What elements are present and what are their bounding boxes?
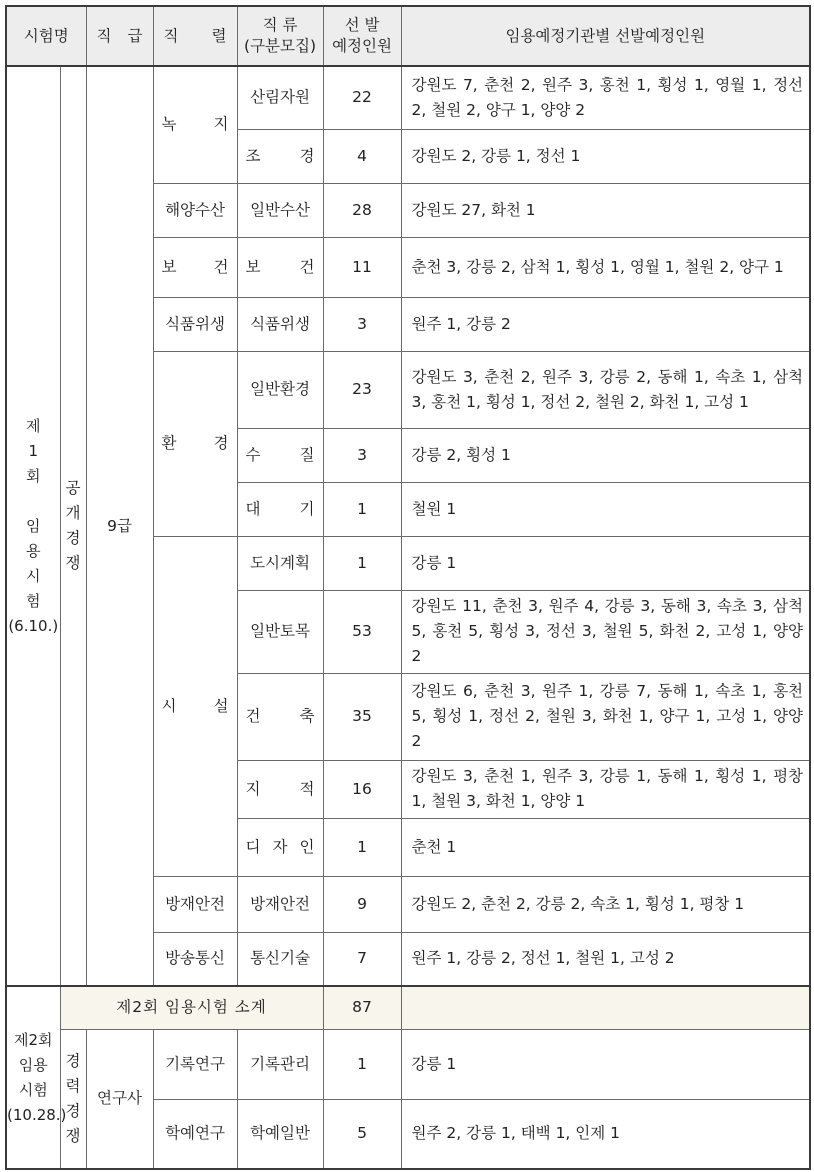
series-cell: 해양수산 <box>153 183 237 237</box>
header-count: 선 발 예정인원 <box>323 6 401 66</box>
agencies-cell: 춘천 1 <box>401 818 810 876</box>
category-cell: 산림자원 <box>237 66 323 129</box>
count-cell: 1 <box>323 536 401 590</box>
exam2-grade: 연구사 <box>86 1029 153 1169</box>
agencies-cell: 원주 2, 강릉 1, 태백 1, 인제 1 <box>401 1099 810 1169</box>
subtotal-count: 87 <box>323 986 401 1029</box>
category-cell: 조 경 <box>237 129 323 183</box>
agencies-cell: 강원도 6, 춘천 3, 원주 1, 강릉 7, 동해 1, 속초 1, 홍천 5, 횡성 1, 정선 2, 철원 3, 화천 1, 양구 1, 고성 1, 양양 2 <box>401 673 810 760</box>
exam2-type: 경 력 경 쟁 <box>60 1029 86 1169</box>
count-cell: 5 <box>323 1099 401 1169</box>
category-cell: 일반토목 <box>237 590 323 673</box>
category-cell: 대 기 <box>237 482 323 536</box>
subtotal-blank <box>401 986 810 1029</box>
agencies-cell: 원주 1, 강릉 2 <box>401 297 810 351</box>
count-cell: 1 <box>323 818 401 876</box>
recruitment-table <box>5 5 811 1170</box>
agencies-cell: 춘천 3, 강릉 2, 삼척 1, 횡성 1, 영월 1, 철원 2, 양구 1 <box>401 237 810 297</box>
category-cell: 보 건 <box>237 237 323 297</box>
exam1-name: 제 1 회 임 용 시 험 (6.10.) <box>6 66 60 986</box>
series-cell: 방송통신 <box>153 932 237 986</box>
subtotal-label: 제2회 임용시험 소계 <box>60 986 323 1029</box>
exam1-type: 공 개 경 쟁 <box>60 66 86 986</box>
series-cell: 시 설 <box>153 536 237 876</box>
category-cell: 수 질 <box>237 428 323 482</box>
count-cell: 22 <box>323 66 401 129</box>
category-cell: 학예일반 <box>237 1099 323 1169</box>
count-cell: 4 <box>323 129 401 183</box>
agencies-cell: 철원 1 <box>401 482 810 536</box>
count-cell: 11 <box>323 237 401 297</box>
category-cell: 도시계획 <box>237 536 323 590</box>
exam1-grade: 9급 <box>86 66 153 986</box>
category-cell: 방재안전 <box>237 876 323 932</box>
series-cell: 기록연구 <box>153 1029 237 1099</box>
count-cell: 7 <box>323 932 401 986</box>
count-cell: 9 <box>323 876 401 932</box>
agencies-cell: 강원도 3, 춘천 1, 원주 3, 강릉 1, 동해 1, 횡성 1, 평창 1, 철원 3, 화천 1, 양양 1 <box>401 760 810 818</box>
series-cell: 학예연구 <box>153 1099 237 1169</box>
series-cell: 식품위생 <box>153 297 237 351</box>
exam2-name: 제2회 임용 시험 (10.28.) <box>6 986 60 1169</box>
count-cell: 28 <box>323 183 401 237</box>
count-cell: 35 <box>323 673 401 760</box>
count-cell: 16 <box>323 760 401 818</box>
count-cell: 53 <box>323 590 401 673</box>
agencies-cell: 강릉 1 <box>401 536 810 590</box>
header-row <box>6 6 810 66</box>
category-cell: 기록관리 <box>237 1029 323 1099</box>
header-series: 직 렬 <box>153 6 237 66</box>
series-cell: 방재안전 <box>153 876 237 932</box>
table-row <box>6 1029 810 1099</box>
subtotal-row <box>6 986 810 1029</box>
header-agencies: 임용예정기관별 선발예정인원 <box>401 6 810 66</box>
agencies-cell: 강릉 1 <box>401 1029 810 1099</box>
agencies-cell: 강원도 3, 춘천 2, 원주 3, 강릉 2, 동해 1, 속초 1, 삼척 3, 홍천 1, 횡성 1, 정선 2, 철원 2, 화천 1, 고성 1 <box>401 351 810 428</box>
count-cell: 1 <box>323 1029 401 1099</box>
count-cell: 3 <box>323 297 401 351</box>
header-exam: 시험명 <box>6 6 86 66</box>
count-cell: 3 <box>323 428 401 482</box>
agencies-cell: 강릉 2, 횡성 1 <box>401 428 810 482</box>
category-cell: 통신기술 <box>237 932 323 986</box>
category-cell: 디 자 인 <box>237 818 323 876</box>
agencies-cell: 강원도 2, 강릉 1, 정선 1 <box>401 129 810 183</box>
series-cell: 보 건 <box>153 237 237 297</box>
agencies-cell: 강원도 7, 춘천 2, 원주 3, 홍천 1, 횡성 1, 영월 1, 정선 2, 철원 2, 양구 1, 양양 2 <box>401 66 810 129</box>
category-cell: 식품위생 <box>237 297 323 351</box>
agencies-cell: 강원도 27, 화천 1 <box>401 183 810 237</box>
count-cell: 1 <box>323 482 401 536</box>
category-cell: 일반환경 <box>237 351 323 428</box>
header-category: 직 류 (구분모집) <box>237 6 323 66</box>
category-cell: 건 축 <box>237 673 323 760</box>
agencies-cell: 강원도 2, 춘천 2, 강릉 2, 속초 1, 횡성 1, 평창 1 <box>401 876 810 932</box>
table-row <box>6 66 810 129</box>
header-grade: 직 급 <box>86 6 153 66</box>
series-cell: 녹 지 <box>153 66 237 183</box>
series-cell: 환 경 <box>153 351 237 536</box>
count-cell: 23 <box>323 351 401 428</box>
agencies-cell: 강원도 11, 춘천 3, 원주 4, 강릉 3, 동해 3, 속초 3, 삼척 5, 홍천 5, 횡성 3, 정선 3, 철원 5, 화천 2, 고성 1, 양양 2 <box>401 590 810 673</box>
category-cell: 지 적 <box>237 760 323 818</box>
agencies-cell: 원주 1, 강릉 2, 정선 1, 철원 1, 고성 2 <box>401 932 810 986</box>
category-cell: 일반수산 <box>237 183 323 237</box>
